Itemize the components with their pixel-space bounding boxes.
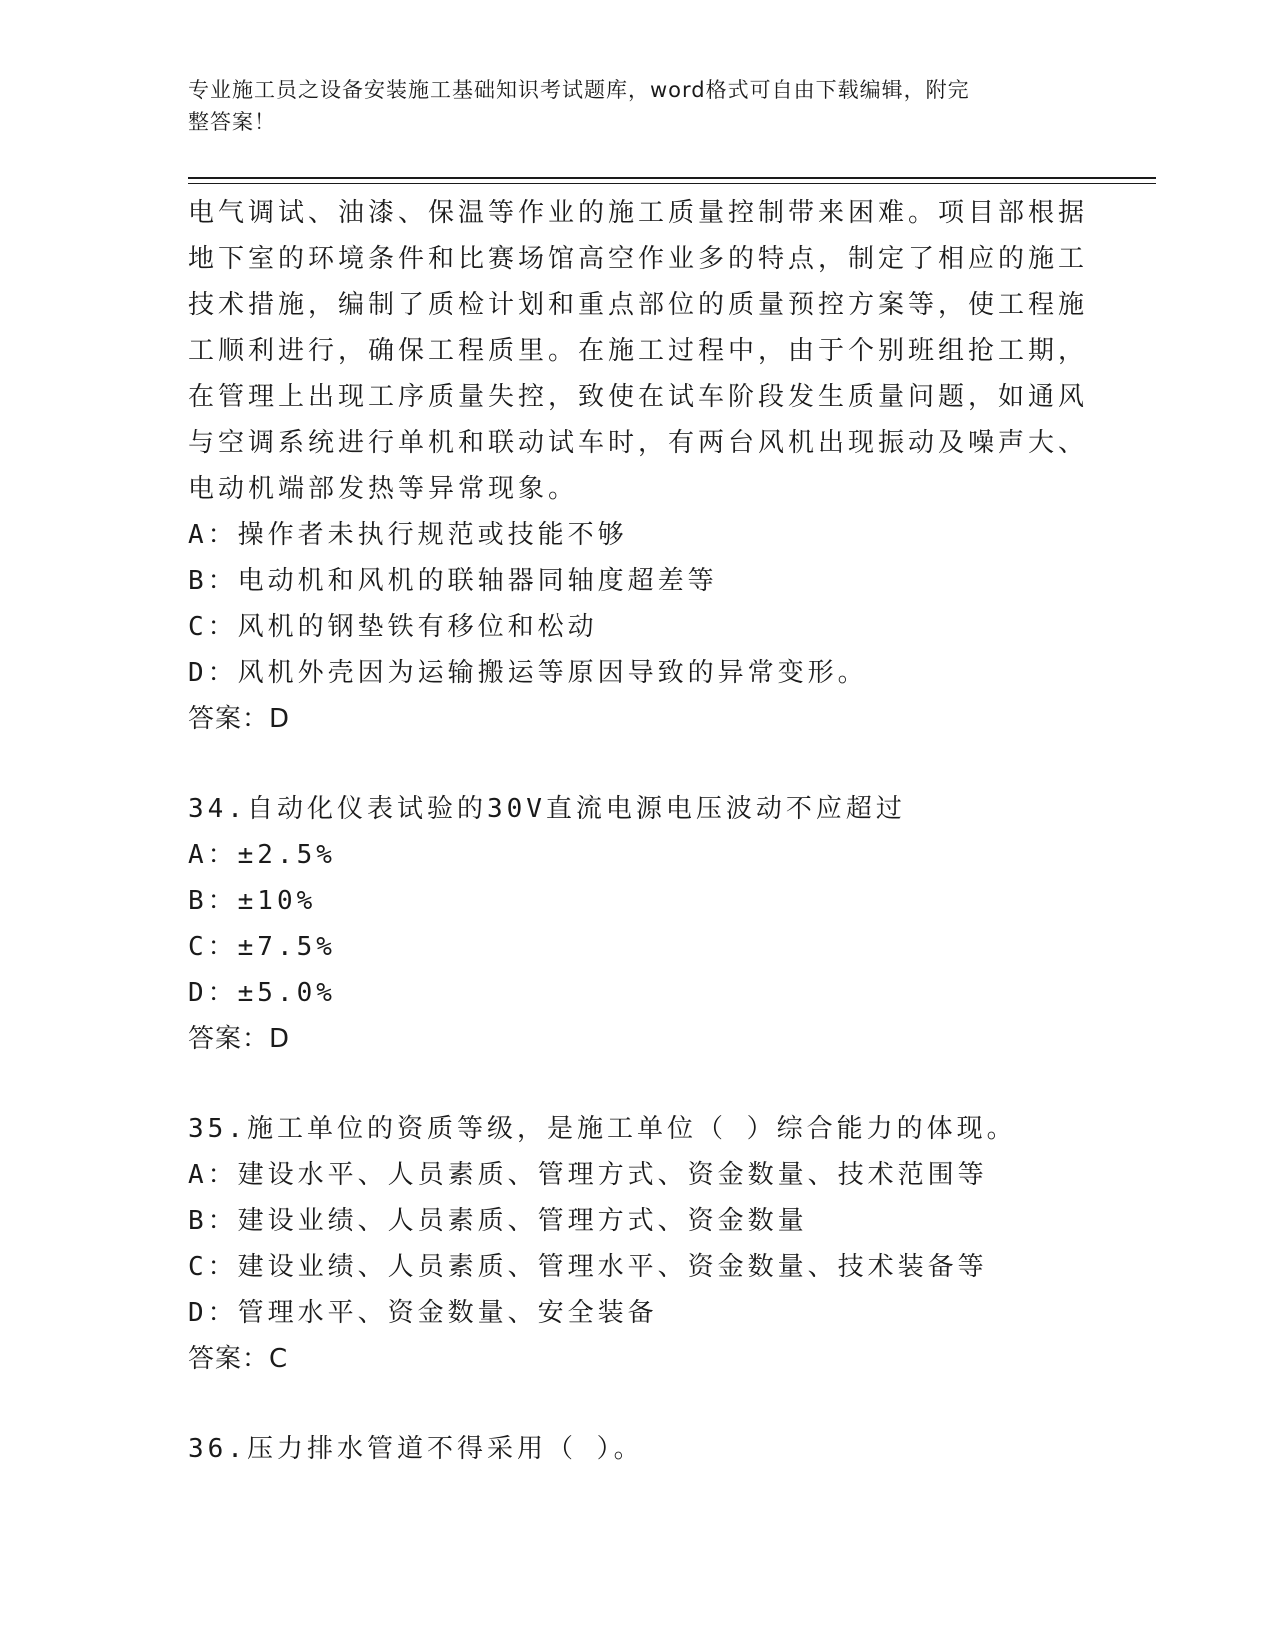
option-c: C：风机的钢垫铁有移位和松动 [188,612,598,642]
option-b: B：±10% [188,886,317,916]
option-d: D：管理水平、资金数量、安全装备 [188,1298,658,1328]
option-a: A：建设水平、人员素质、管理方式、资金数量、技术范围等 [188,1160,988,1190]
question-35 [188,1106,1068,1382]
question-stem-line: 与空调系统进行单机和联动试车时，有两台风机出现振动及噪声大、 [188,428,1089,458]
option-a: A：操作者未执行规范或技能不够 [188,520,628,550]
option-c: C：建设业绩、人员素质、管理水平、资金数量、技术装备等 [188,1252,988,1282]
option-c: C：±7.5% [188,932,336,962]
question-spacer [188,1382,1068,1426]
option-b: B：建设业绩、人员素质、管理方式、资金数量 [188,1206,808,1236]
question-stem-line: 在管理上出现工序质量失控，致使在试车阶段发生质量问题，如通风 [188,382,1089,412]
question-stem-line: 技术措施，编制了质检计划和重点部位的质量预控方案等，使工程施 [188,290,1089,320]
question-spacer [188,742,1068,786]
answer: 答案：D [188,704,291,734]
option-d: D：±5.0% [188,978,336,1008]
option-b: B：电动机和风机的联轴器同轴度超差等 [188,566,718,596]
document-header [188,74,1068,138]
question-stem-line: 地下室的环境条件和比赛场馆高空作业多的特点，制定了相应的施工 [188,244,1089,274]
question-stem: 35.施工单位的资质等级，是施工单位（ ）综合能力的体现。 [188,1114,1017,1144]
answer: 答案：D [188,1024,291,1054]
question-stem-line: 电动机端部发热等异常现象。 [188,474,579,504]
header-divider-thick [188,177,1156,179]
answer: 答案：C [188,1344,289,1374]
header-line-1: 专业施工员之设备安装施工基础知识考试题库，word格式可自由下载编辑，附完 [188,78,970,102]
header-line-2: 整答案！ [188,110,276,134]
header-divider-thin [188,183,1156,184]
question-spacer [188,1062,1068,1106]
question-33 [188,190,1089,742]
question-stem: 36.压力排水管道不得采用（ ）。 [188,1434,644,1464]
question-stem-line: 电气调试、油漆、保温等作业的施工质量控制带来困难。项目部根据 [188,198,1089,228]
question-34 [188,786,1068,1062]
option-a: A：±2.5% [188,840,336,870]
document-body [188,190,1089,1472]
question-stem-line: 工顺利进行，确保工程质里。在施工过程中，由于个别班组抢工期， [188,336,1089,366]
question-36 [188,1426,1068,1472]
option-d: D：风机外壳因为运输搬运等原因导致的异常变形。 [188,658,868,688]
question-stem: 34.自动化仪表试验的30V直流电源电压波动不应超过 [188,794,906,824]
